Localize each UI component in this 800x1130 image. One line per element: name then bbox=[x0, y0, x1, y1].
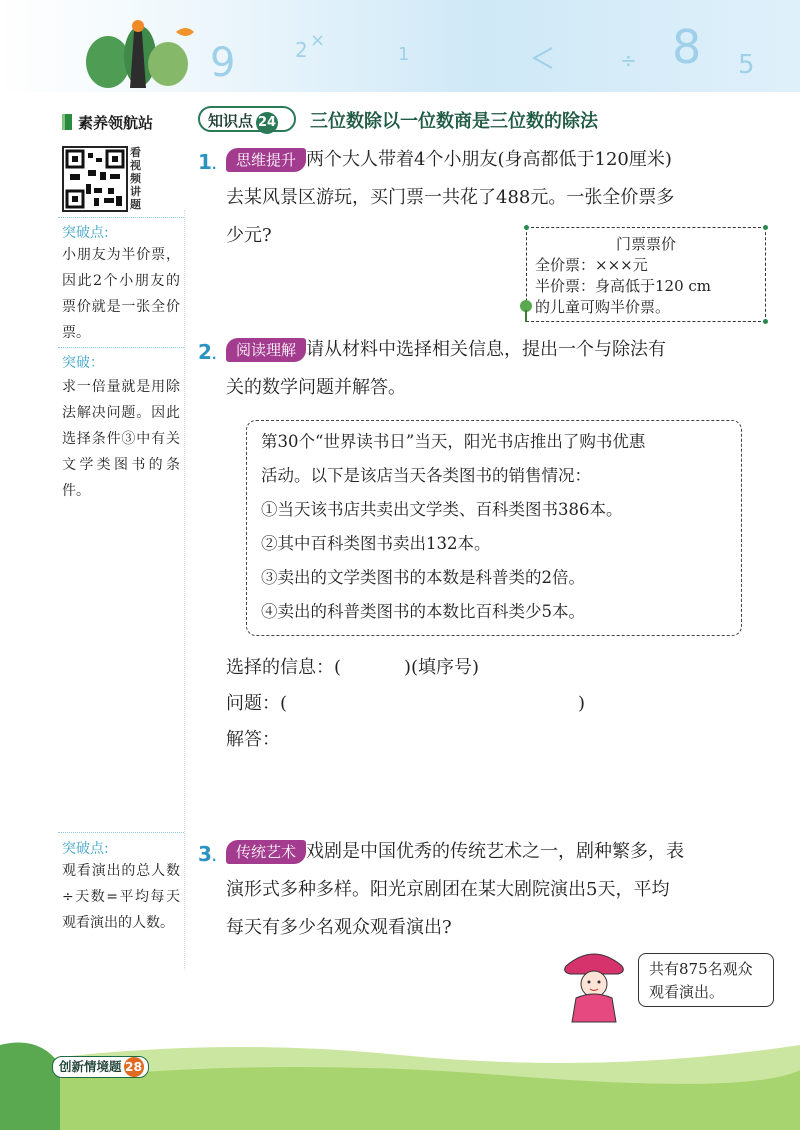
question-3 bbox=[226, 833, 786, 947]
note-heading: 突破点: bbox=[62, 225, 109, 241]
q1-tag: 思维提升 bbox=[226, 148, 306, 172]
deco-symbol: 2 bbox=[295, 38, 308, 62]
material-line: ③卖出的文学类图书的本数是科普类的2倍。 bbox=[261, 568, 585, 587]
q2-line: 关的数学问题并解答。 bbox=[226, 377, 406, 398]
question-number: 2. bbox=[198, 340, 217, 364]
material-line: ④卖出的科普类图书的本数比百科类少5本。 bbox=[261, 602, 585, 621]
q2-line: 请从材料中选择相关信息，提出一个与除法有 bbox=[306, 339, 667, 360]
ticket-line: 的儿童可购半价票。 bbox=[535, 298, 671, 316]
knowledge-label: 知识点 bbox=[208, 112, 254, 130]
fill-info[interactable]: 选择的信息：( )(填序号) bbox=[226, 657, 480, 678]
small-plant-icon bbox=[516, 298, 536, 324]
fill-answer[interactable]: 解答： bbox=[226, 729, 280, 750]
question-number: 3. bbox=[198, 842, 217, 866]
q3-number: 3 bbox=[198, 842, 212, 866]
plant-decoration-icon bbox=[68, 12, 198, 88]
q3-line: 演形式多种多样。阳光京剧团在某大剧院演出5天，平均 bbox=[226, 879, 670, 900]
page-number: 28 bbox=[124, 1057, 144, 1077]
section-badge bbox=[62, 112, 153, 133]
knowledge-point-tag bbox=[198, 106, 296, 132]
knowledge-number: 24 bbox=[256, 112, 278, 134]
q3-line: 每天有多少名观众观看演出? bbox=[226, 917, 452, 938]
speech-line: 观看演出。 bbox=[649, 983, 725, 1001]
note-text: 求一倍量就是用除法解决问题。因此选择条件③中有关文学类图书的条件。 bbox=[62, 379, 180, 499]
q3-line: 戏剧是中国优秀的传统艺术之一，剧种繁多，表 bbox=[306, 841, 685, 862]
material-box bbox=[246, 420, 742, 636]
speech-line: 共有875名观众 bbox=[649, 960, 753, 978]
note-text: 观看演出的总人数÷天数=平均每天观看演出的人数。 bbox=[62, 863, 180, 931]
deco-symbol: × bbox=[310, 30, 326, 51]
knowledge-title: 三位数除以一位数商是三位数的除法 bbox=[310, 111, 598, 132]
material-line: ②其中百科类图书卖出132本。 bbox=[261, 534, 491, 553]
fill-question-open[interactable]: 问题：( bbox=[226, 693, 288, 714]
q1-line: 两个大人带着4个小朋友(身高都低于120厘米) bbox=[306, 149, 672, 170]
deco-symbol: 1 bbox=[398, 44, 410, 65]
footer-label: 创新情境题 bbox=[59, 1059, 122, 1074]
q1-line: 去某风景区游玩，买门票一共花了488元。一张全价票多 bbox=[226, 187, 675, 208]
material-line: 第30个“世界读书日”当天，阳光书店推出了购书优惠 bbox=[261, 432, 646, 451]
deco-symbol: ÷ bbox=[620, 48, 637, 72]
note-heading: 突破： bbox=[62, 355, 104, 371]
divider bbox=[58, 347, 184, 348]
deco-symbol: 8 bbox=[672, 20, 702, 74]
deco-symbol: 5 bbox=[738, 50, 755, 80]
divider bbox=[58, 832, 184, 833]
fill-question-close: ) bbox=[578, 693, 586, 714]
q1-line: 少元? bbox=[226, 225, 272, 246]
opera-character-icon bbox=[556, 946, 632, 1024]
question-2 bbox=[226, 331, 786, 407]
ticket-line: 全价票：×××元 bbox=[535, 256, 648, 274]
material-line: ①当天该书店共卖出文学类、百科类图书386本。 bbox=[261, 500, 623, 519]
q1-number: 1 bbox=[198, 150, 212, 174]
material-line: 活动。以下是该店当天各类图书的销售情况： bbox=[261, 466, 591, 485]
note-text: 小朋友为半价票，因此2个小朋友的票价就是一张全价票。 bbox=[62, 247, 180, 341]
divider bbox=[58, 217, 184, 218]
question-number: 1. bbox=[198, 150, 217, 174]
page-badge bbox=[52, 1056, 149, 1078]
q2-number: 2 bbox=[198, 340, 212, 364]
column-divider bbox=[184, 210, 185, 970]
badge-label: 素养领航站 bbox=[78, 114, 154, 132]
speech-bubble bbox=[638, 953, 774, 1007]
qr-code-icon[interactable] bbox=[62, 146, 128, 212]
ticket-price-box bbox=[526, 227, 766, 322]
ticket-title: 门票票价 bbox=[615, 235, 676, 253]
qr-label: 看视频讲题 bbox=[130, 146, 141, 211]
ticket-line: 半价票：身高低于120 cm bbox=[535, 277, 712, 295]
q3-tag: 传统艺术 bbox=[226, 840, 306, 864]
triangle-deco-icon bbox=[530, 46, 558, 70]
deco-symbol: 9 bbox=[210, 40, 236, 86]
note-heading: 突破点: bbox=[62, 841, 109, 857]
q2-tag: 阅读理解 bbox=[226, 338, 306, 362]
